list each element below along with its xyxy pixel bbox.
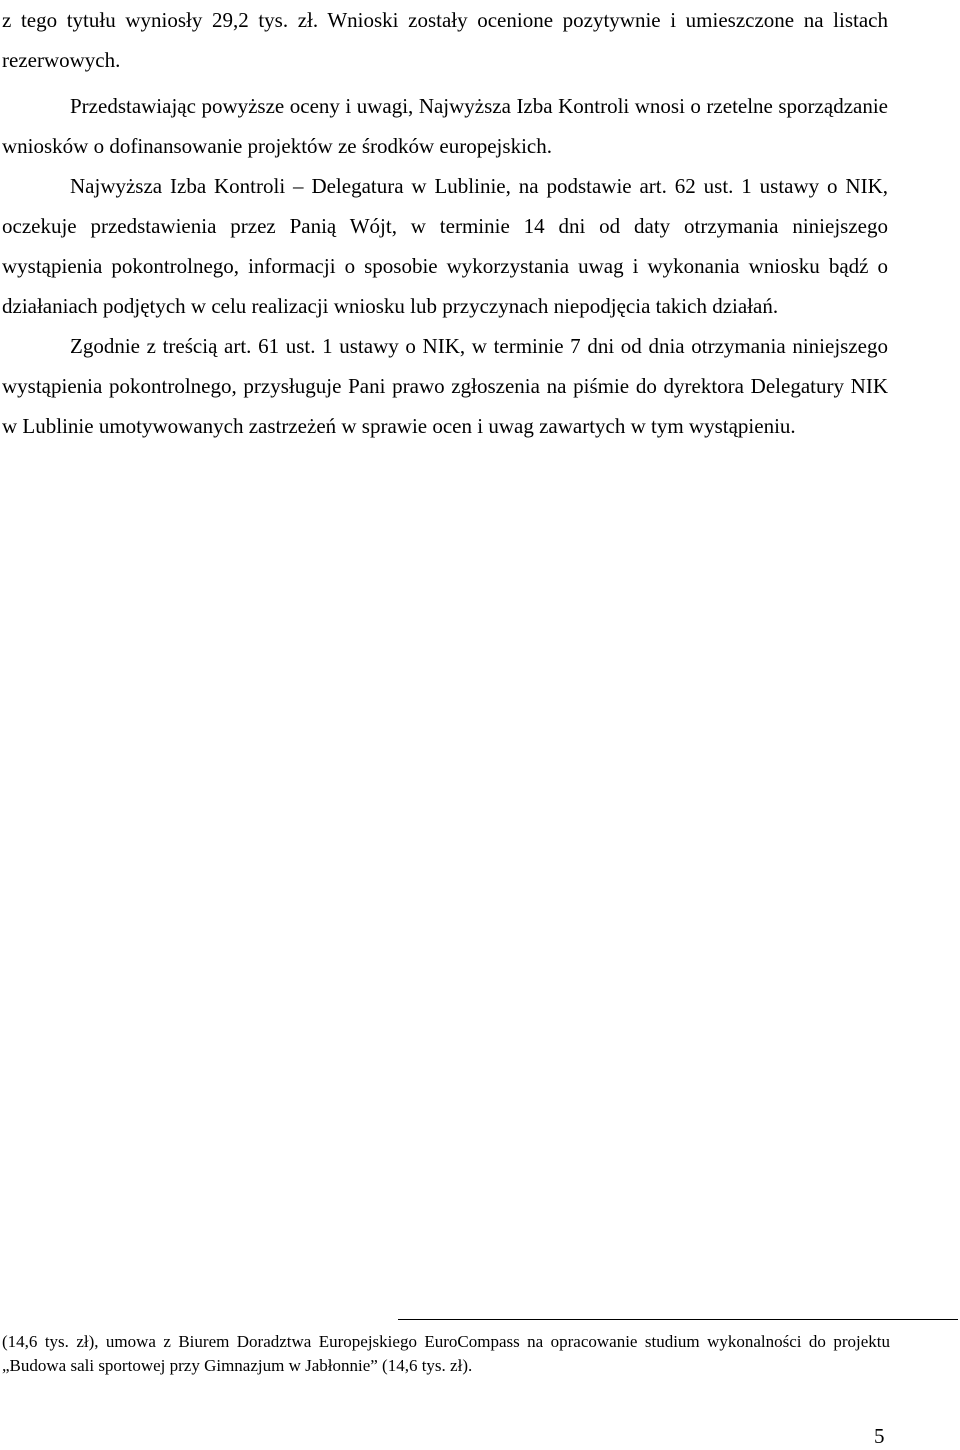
body-text (2, 0, 888, 446)
footnote-separator (398, 1319, 958, 1320)
footnote: (14,6 tys. zł), umowa z Biurem Doradztwa Europejskiego EuroCompass na opracowanie studium wykonalności do projektu „Budowa sali sportowej przy Gimnazjum w Jabłonnie” (14,6 tys. zł). (2, 1332, 890, 1375)
paragraph-recommendation: Przedstawiając powyższe oceny i uwagi, Najwyższa Izba Kontroli wnosi o rzetelne sporządzanie wniosków o dofinansowanie projektów ze środków europejskich. (2, 94, 888, 158)
paragraph-objection-right: Zgodnie z treścią art. 61 ust. 1 ustawy o NIK, w terminie 7 dni od dnia otrzymania niniejszego wystąpienia pokontrolnego, przysługuje Pani prawo zgłoszenia na piśmie do dyrektora Delegatury NIK w Lublinie umotywowanych zastrzeżeń w sprawie ocen i uwag zawartych w tym wystąpieniu. (2, 334, 888, 438)
paragraph-request: Najwyższa Izba Kontroli – Delegatura w Lublinie, na podstawie art. 62 ust. 1 ustawy o NIK, oczekuje przedstawienia przez Panią Wójt, w terminie 14 dni od daty otrzymania niniejszego wystąpienia pokontrolnego, informacji o sposobie wykorzystania uwag i wykonania wniosku bądź o działaniach podjętych w celu realizacji wniosku lub przyczynach niepodjęcia takich działań. (2, 174, 888, 318)
page-number: 5 (874, 1424, 885, 1448)
paragraph-continuation: z tego tytułu wyniosły 29,2 tys. zł. Wnioski zostały ocenione pozytywnie i umieszczone na listach rezerwowych. (2, 8, 888, 72)
